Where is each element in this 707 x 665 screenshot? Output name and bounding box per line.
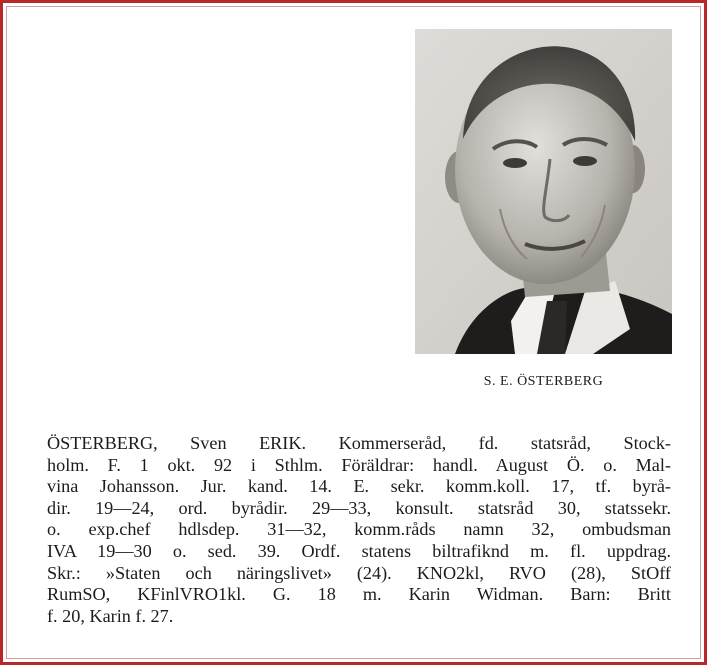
portrait-image (415, 29, 672, 354)
bio-line: f. 20, Karin f. 27. (47, 605, 174, 626)
photo-caption: S. E. ÖSTERBERG (483, 374, 604, 389)
biography-entry (47, 433, 671, 627)
bio-line: dir. 19—24, ord. byrådir. 29—33, konsult. statsråd 30, statssekr. (47, 497, 671, 518)
bio-line: vina Johansson. Jur. kand. 14. E. sekr. komm.koll. 17, tf. byrå- (47, 476, 671, 497)
bio-line: Skr.: »Staten och näringslivet» (24). KNO2kl, RVO (28), StOff (47, 562, 671, 583)
bio-line: o. exp.chef hdlsdep. 31—32, komm.råds namn 32, ombudsman (47, 519, 671, 540)
bio-line: holm. F. 1 okt. 92 i Sthlm. Föräldrar: handl. August Ö. o. Mal- (47, 454, 671, 475)
bio-line: RumSO, KFinlVRO1kl. G. 18 m. Karin Widman. Barn: Britt (47, 584, 671, 605)
bio-line: ÖSTERBERG, Sven ERIK. Kommerseråd, fd. statsråd, Stock- (47, 433, 671, 453)
bio-line: IVA 19—30 o. sed. 39. Ordf. statens biltrafiknd m. fl. uppdrag. (47, 540, 671, 561)
portrait-photo (415, 29, 672, 354)
